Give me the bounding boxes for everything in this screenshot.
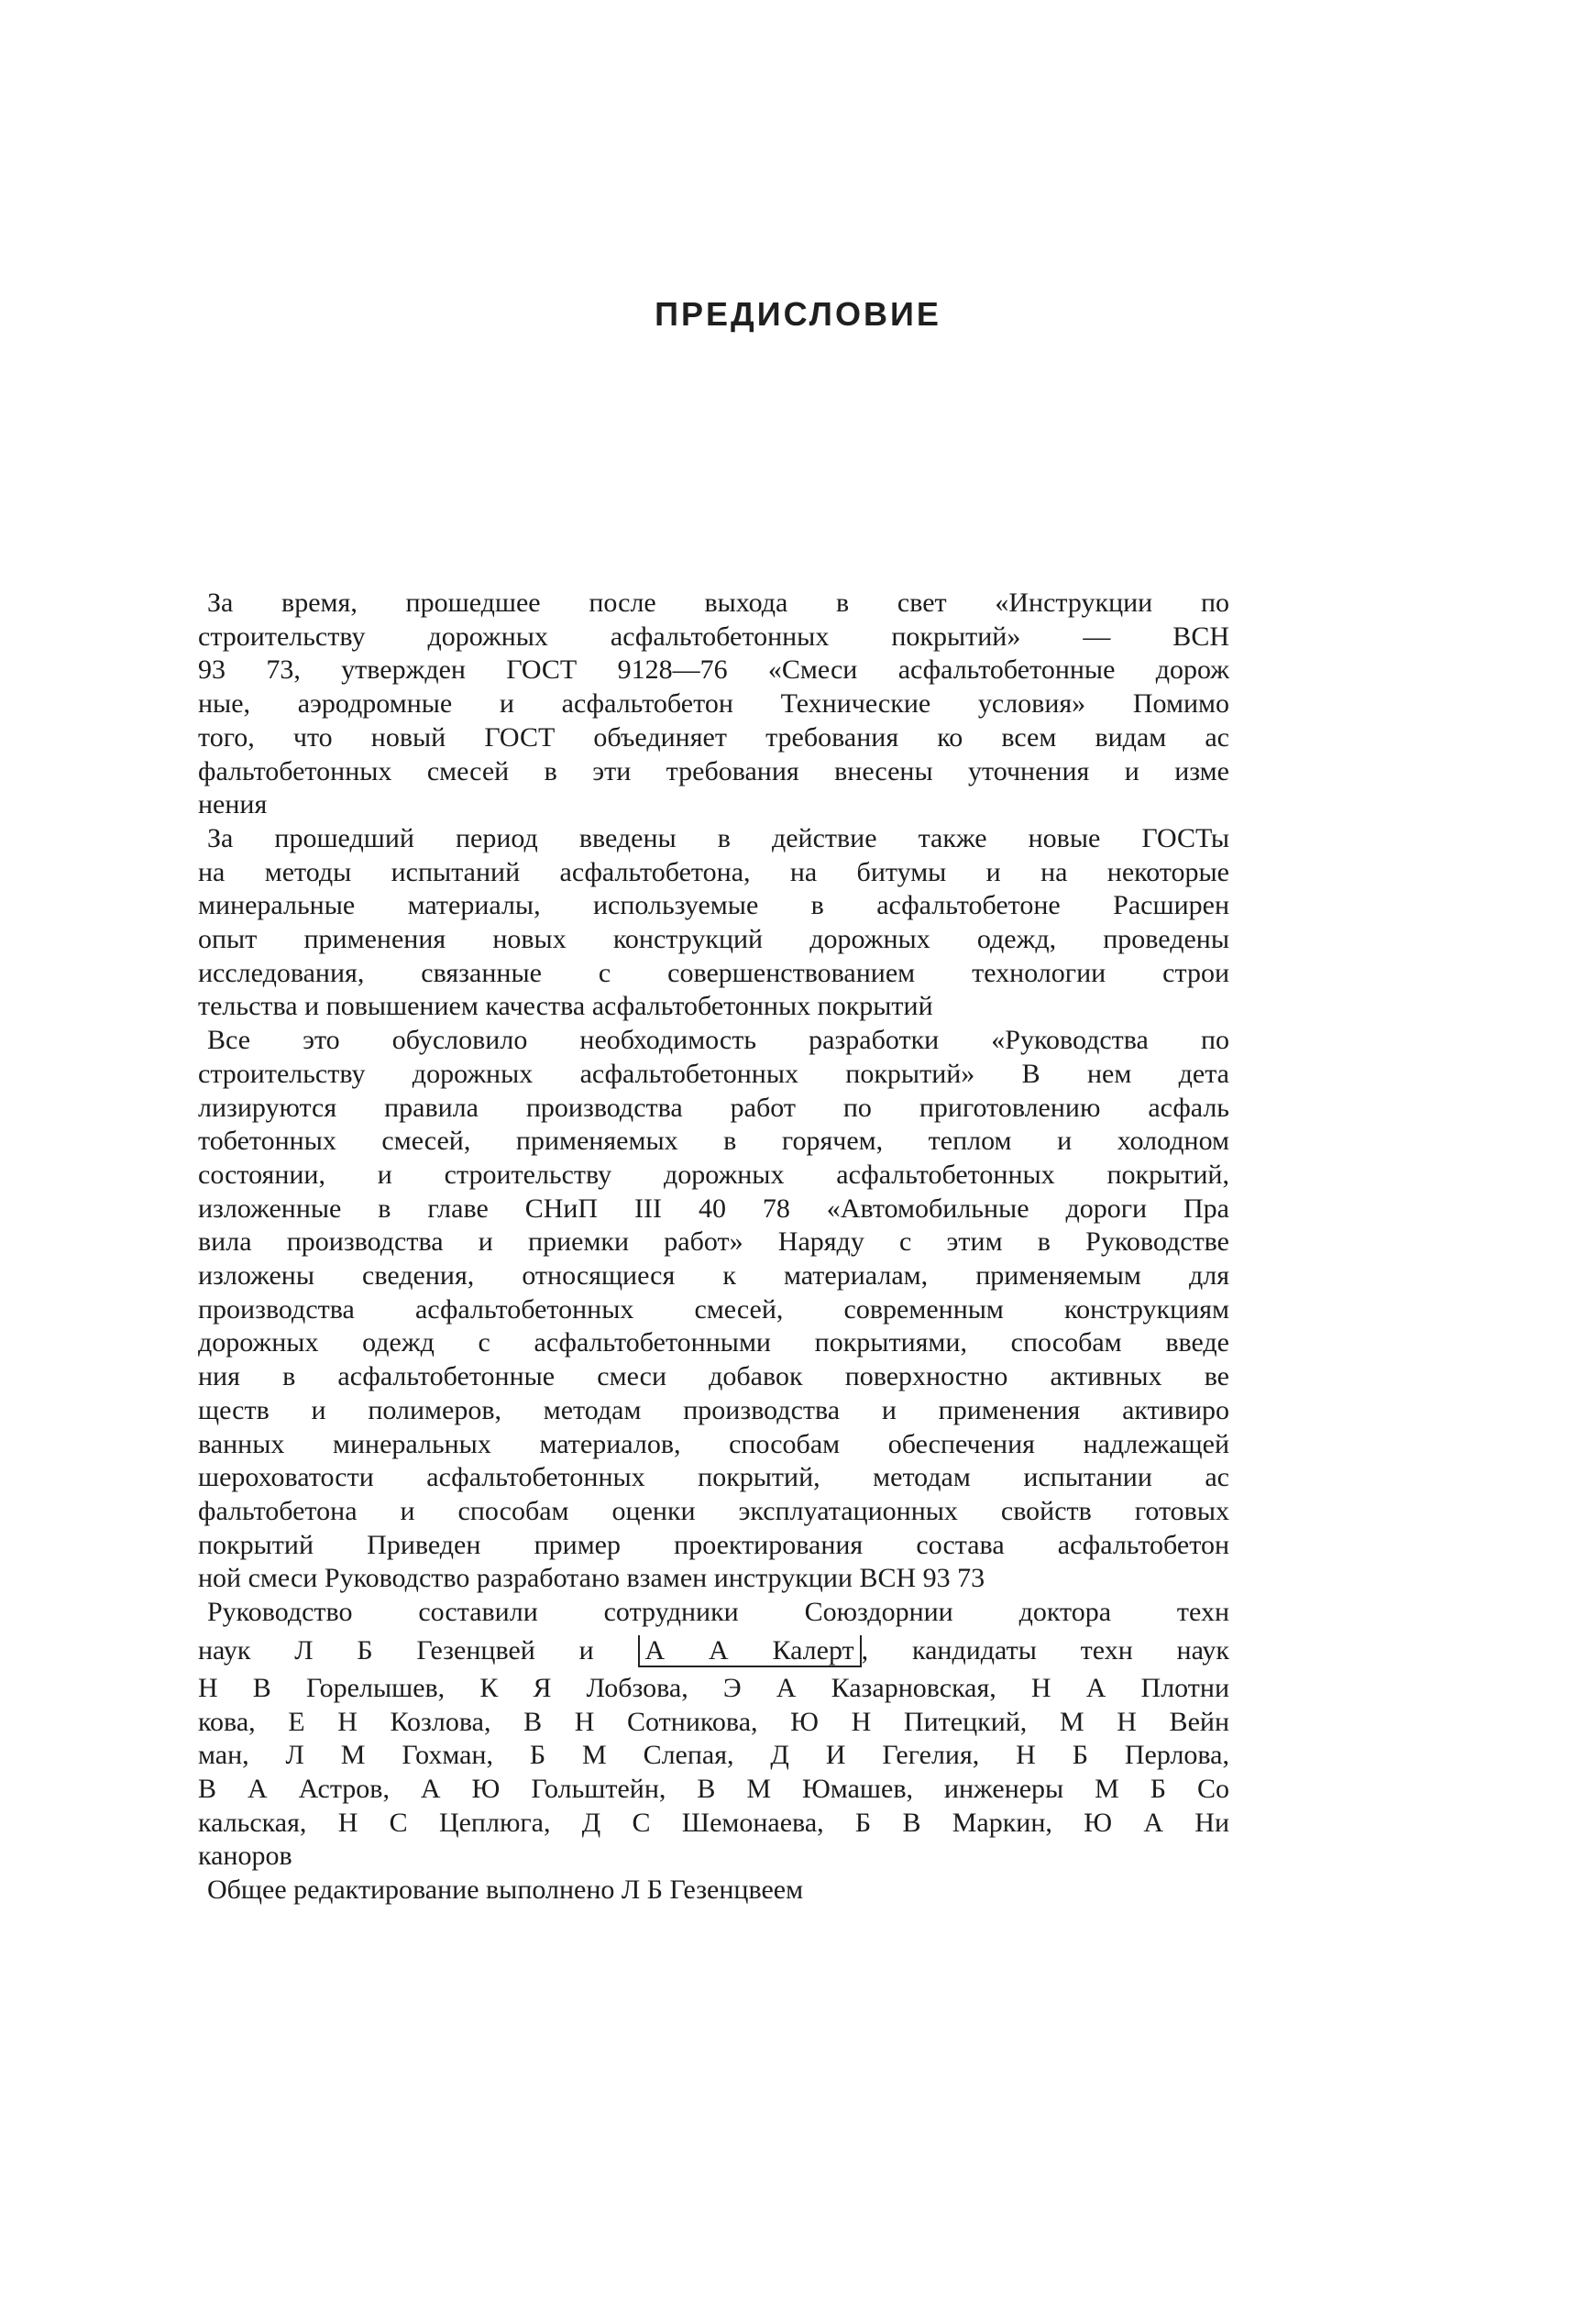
text-line: нения	[198, 789, 268, 820]
text-line: покрытий Приведен пример проектирования состава асфальтобетон	[198, 1529, 1229, 1560]
page-title: ПРЕДИСЛОВИЕ	[655, 295, 941, 333]
text-line: изложены сведения, относящиеся к материалам, применяемым для	[198, 1260, 1229, 1292]
preface-lines	[198, 587, 1229, 1630]
authors-line	[198, 1630, 1229, 1672]
preface-body	[198, 587, 1229, 1908]
text-line: тобетонных смесей, применяемых в горячем, теплом и холодном	[198, 1126, 1229, 1157]
text-line: минеральные материалы, используемые в асфальтобетоне Расширен	[198, 890, 1229, 921]
text-line: Все это обусловило необходимость разработки «Руководства по	[207, 1025, 1229, 1056]
text-line: За время, прошедшее после выхода в свет «Инструкции по	[207, 588, 1229, 618]
text-line: ные, аэродромные и асфальтобетон Технические условия» Помимо	[198, 688, 1229, 720]
text-line: Н В Горелышев, К Я Лобзова, Э А Казарновская, Н А Плотни	[198, 1672, 1229, 1703]
text-line: на методы испытаний асфальтобетона, на битумы и на некоторые	[198, 856, 1229, 887]
text-line: того, что новый ГОСТ объединяет требования ко всем видам ас	[198, 721, 1229, 753]
text-line: исследования, связанные с совершенствованием технологии строи	[198, 957, 1229, 988]
text-line: опыт применения новых конструкций дорожных одежд, проведены	[198, 924, 1229, 955]
text-line: шероховатости асфальтобетонных покрытий, методам испытании ас	[198, 1462, 1229, 1493]
boxed-author-name: А А Калерт	[638, 1635, 862, 1667]
text-line: кальская, Н С Цеплюга, Д С Шемонаева, Б В Маркин, Ю А Ни	[198, 1807, 1229, 1838]
text-line: фальтобетона и способам оценки эксплуатационных свойств готовых	[198, 1495, 1229, 1526]
text-line: В А Астров, А Ю Гольштейн, В М Юмашев, инженеры М Б Со	[198, 1773, 1229, 1804]
text-line: За прошедший период введены в действие также новые ГОСТы	[207, 822, 1229, 853]
text-line: тельства и повышением качества асфальтобетонных покрытий	[198, 991, 933, 1022]
text-line: фальтобетонных смесей в эти требования внесены уточнения и изме	[198, 755, 1229, 786]
text-line: вила производства и приемки работ» Наряду с этим в Руководстве	[198, 1226, 1229, 1258]
text-line: 93 73, утвержден ГОСТ 9128—76 «Смеси асфальтобетонные дорож	[198, 654, 1229, 686]
text-line: ной смеси Руководство разработано взамен инструкции ВСН 93 73	[198, 1563, 985, 1594]
text-line: строительству дорожных асфальтобетонных покрытий» — ВСН	[198, 621, 1229, 652]
preface-lines-continued	[198, 1672, 1229, 1908]
text-line: ществ и полимеров, методам производства и применения активиро	[198, 1394, 1229, 1425]
text-line: строительству дорожных асфальтобетонных покрытий» В нем дета	[198, 1058, 1229, 1089]
text-line: Общее редактирование выполнено Л Б Гезенцвеем	[207, 1875, 804, 1906]
text-line: ния в асфальтобетонные смеси добавок поверхностно активных ве	[198, 1361, 1229, 1392]
text-line: каноров	[198, 1841, 292, 1872]
authors-line-after: , кандидаты техн наук	[861, 1634, 1229, 1666]
text-line: изложенные в главе СНиП III 40 78 «Автомобильные дороги Пра	[198, 1193, 1229, 1224]
text-line: Руководство составили сотрудники Союздорнии доктора техн	[207, 1597, 1229, 1628]
text-line: состоянии, и строительству дорожных асфальтобетонных покрытий,	[198, 1159, 1229, 1190]
text-line: дорожных одежд с асфальтобетонными покрытиями, способам введе	[198, 1327, 1229, 1358]
text-line: производства асфальтобетонных смесей, современным конструкциям	[198, 1293, 1229, 1325]
text-line: ман, Л М Гохман, Б М Слепая, Д И Гегелия, Н Б Перлова,	[198, 1740, 1229, 1771]
authors-line-before: наук Л Б Гезенцвей и	[198, 1634, 638, 1666]
text-line: лизируются правила производства работ по приготовлению асфаль	[198, 1092, 1229, 1123]
text-line: кова, Е Н Козлова, В Н Сотникова, Ю Н Питецкий, М Н Вейн	[198, 1706, 1229, 1737]
text-line: ванных минеральных материалов, способам обеспечения надлежащей	[198, 1428, 1229, 1459]
